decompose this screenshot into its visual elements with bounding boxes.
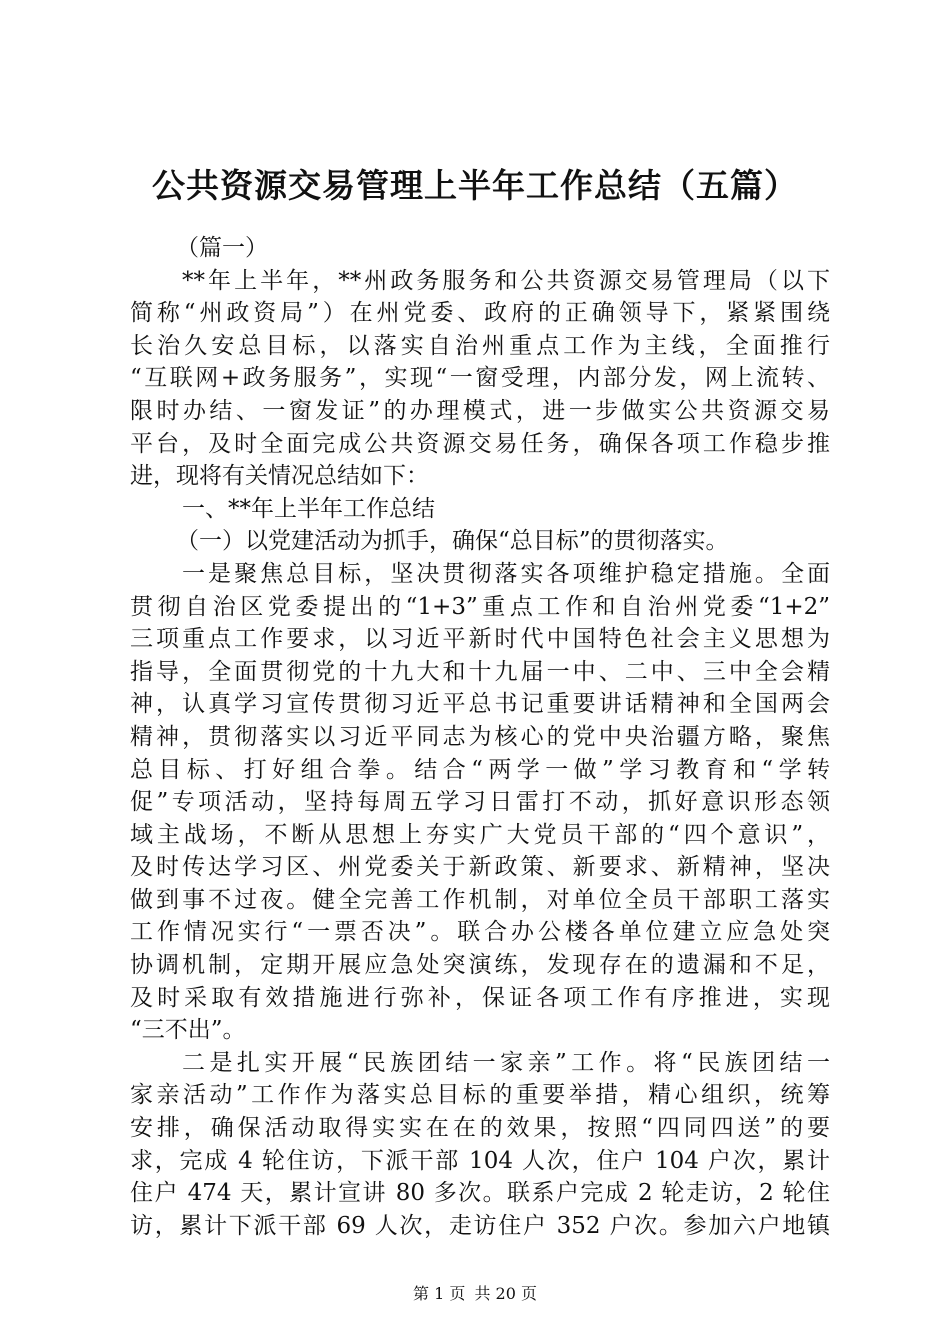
- text-line: （篇一）: [176, 235, 268, 261]
- text-line: 安排，确保活动取得实实在在的效果，按照“四同四送”的要: [130, 1115, 830, 1142]
- text-line: “互联网+政务服务”，实现“一窗受理，内部分发，网上流转、: [130, 365, 830, 392]
- text-line: 简称“州政资局”）在州党委、政府的正确领导下，紧紧围绕: [130, 300, 830, 327]
- text-line: 精神，贯彻落实以习近平同志为核心的党中央治疆方略，聚焦: [130, 723, 830, 750]
- text-line: 总目标、打好组合拳。结合“两学一做”学习教育和“学转: [130, 756, 830, 783]
- text-line: 及时传达学习区、州党委关于新政策、新要求、新精神，坚决: [130, 854, 830, 881]
- text-line: 长治久安总目标，以落实自治州重点工作为主线，全面推行: [130, 332, 830, 359]
- text-line: 一、**年上半年工作总结: [182, 495, 435, 522]
- text-line: 平台，及时全面完成公共资源交易任务，确保各项工作稳步推: [130, 430, 830, 457]
- text-line: “三不出”。: [130, 1017, 246, 1044]
- text-line: 域主战场，不断从思想上夯实广大党员干部的“四个意识”，: [130, 821, 830, 848]
- text-line: 做到事不过夜。健全完善工作机制，对单位全员干部职工落实: [130, 886, 830, 913]
- document-body: [130, 232, 830, 1242]
- text-line: 二是扎实开展“民族团结一家亲”工作。将“民族团结一: [182, 1049, 830, 1076]
- text-line: 神，认真学习宣传贯彻习近平总书记重要讲话精神和全国两会: [130, 691, 830, 718]
- text-line: 家亲活动”工作作为落实总目标的重要举措，精心组织，统筹: [130, 1082, 830, 1109]
- text-line: 访，累计下派干部 69 人次，走访住户 352 户次。参加六户地镇: [130, 1212, 830, 1239]
- text-line: 及时采取有效措施进行弥补，保证各项工作有序推进，实现: [130, 984, 830, 1011]
- document-title: 公共资源交易管理上半年工作总结（五篇）: [152, 166, 798, 205]
- text-line: 三项重点工作要求，以习近平新时代中国特色社会主义思想为: [130, 626, 830, 653]
- text-line: 促”专项活动，坚持每周五学习日雷打不动，抓好意识形态领: [130, 789, 830, 816]
- text-line: 协调机制，定期开展应急处突演练，发现存在的遗漏和不足，: [130, 952, 830, 979]
- page-total: 共 20 页: [474, 1284, 537, 1303]
- text-line: 一是聚焦总目标，坚决贯彻落实各项维护稳定措施。全面: [182, 560, 830, 587]
- page-footer: [0, 1281, 950, 1304]
- text-line: 进，现将有关情况总结如下：: [130, 463, 429, 490]
- text-line: 求，完成 4 轮住访，下派干部 104 人次，住户 104 户次，累计: [130, 1147, 830, 1174]
- text-line: 限时办结、一窗发证”的办理模式，进一步做实公共资源交易: [130, 397, 830, 424]
- page-number: 第 1 页: [413, 1284, 466, 1303]
- text-line: 贯彻自治区党委提出的“1+3”重点工作和自治州党委“1+2”: [130, 593, 830, 620]
- text-line: （一）以党建活动为抓手，确保“总目标”的贯彻落实。: [176, 528, 729, 555]
- text-line: **年上半年，**州政务服务和公共资源交易管理局（以下: [182, 267, 830, 294]
- text-line: 住户 474 天，累计宣讲 80 多次。联系户完成 2 轮走访，2 轮住: [130, 1180, 830, 1207]
- text-line: 指导，全面贯彻党的十九大和十九届一中、二中、三中全会精: [130, 658, 830, 685]
- text-line: 工作情况实行“一票否决”。联合办公楼各单位建立应急处突: [130, 919, 830, 946]
